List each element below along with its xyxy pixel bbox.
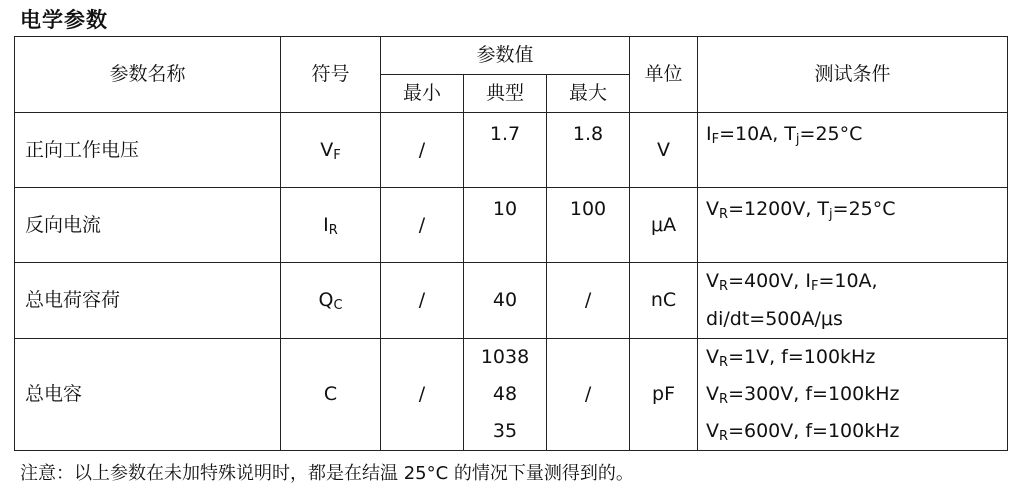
param-unit: V [630,113,698,188]
param-symbol: VF [281,113,381,188]
table-row [15,339,1008,451]
param-max: / [547,339,630,451]
header-min: 最小 [381,75,464,113]
header-conditions: 测试条件 [698,37,1008,113]
electrical-parameters-table [14,36,1008,451]
header-symbol: 符号 [281,37,381,113]
condition-line: VR=600V, f=100kHz [706,420,900,445]
header-name: 参数名称 [15,37,281,113]
param-name: 正向工作电压 [15,113,281,188]
param-typ [464,339,547,451]
param-typ: 40 [464,263,547,339]
param-unit: pF [630,339,698,451]
condition-line: VR=400V, IF=10A, [706,270,878,295]
param-symbol: IR [281,188,381,263]
param-name: 总电荷容荷 [15,263,281,339]
section-title: 电学参数 [20,8,108,32]
param-min: / [381,339,464,451]
param-typ: 10 [464,188,547,263]
param-symbol: C [281,339,381,451]
param-typ: 1.7 [464,113,547,188]
typ-value: 1038 [480,346,530,368]
typ-value: 48 [492,383,518,406]
param-conditions [698,263,1008,339]
param-unit: nC [630,263,698,339]
param-min: / [381,113,464,188]
typ-value: 35 [492,420,518,443]
table-row [15,113,1008,188]
condition-line: VR=300V, f=100kHz [706,383,900,408]
param-conditions [698,339,1008,451]
header-value: 参数值 [381,37,630,75]
param-min: / [381,263,464,339]
param-conditions [698,188,1008,263]
header-row-1 [15,37,1008,75]
condition-line: VR=1V, f=100kHz [706,346,876,370]
header-max: 最大 [547,75,630,113]
param-conditions [698,113,1008,188]
param-symbol: QC [281,263,381,339]
condition-line: di/dt=500A/μs [706,307,843,330]
header-unit: 单位 [630,37,698,113]
param-unit: μA [630,188,698,263]
table-row [15,263,1008,339]
param-max: / [547,263,630,339]
condition-line: VR=1200V, Tj=25°C [706,198,896,222]
param-name: 反向电流 [15,188,281,263]
footnote: 注意：以上参数在未加特殊说明时，都是在结温 25°C 的情况下量测得到的。 [20,463,634,484]
param-min: / [381,188,464,263]
condition-line: IF=10A, Tj=25°C [706,123,863,147]
table-row [15,188,1008,263]
param-max: 1.8 [547,113,630,188]
param-name: 总电容 [15,339,281,451]
header-typ: 典型 [464,75,547,113]
param-max: 100 [547,188,630,263]
